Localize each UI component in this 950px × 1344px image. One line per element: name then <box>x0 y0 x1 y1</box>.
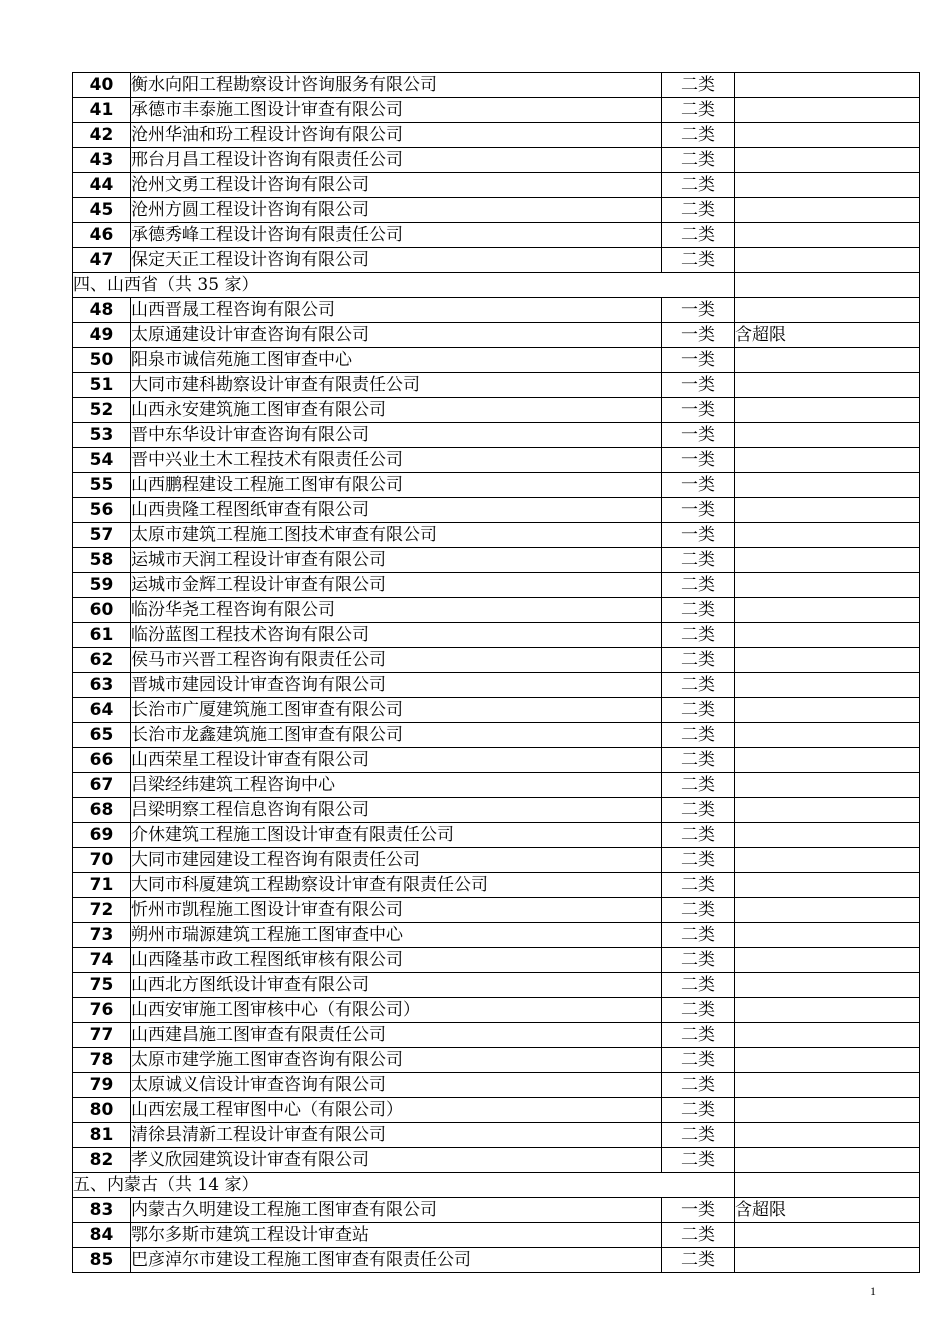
company-name: 太原诚义信设计审查咨询有限公司 <box>131 1073 662 1098</box>
row-number: 49 <box>73 323 131 348</box>
row-number: 80 <box>73 1098 131 1123</box>
company-name: 介休建筑工程施工图设计审查有限责任公司 <box>131 823 662 848</box>
category: 二类 <box>662 248 735 273</box>
row-number: 70 <box>73 848 131 873</box>
table-row <box>73 498 920 523</box>
table-row <box>73 1098 920 1123</box>
review-agency-table <box>72 72 920 1273</box>
category: 一类 <box>662 523 735 548</box>
table-row <box>73 373 920 398</box>
category: 二类 <box>662 1098 735 1123</box>
section-row <box>73 1173 920 1198</box>
category: 二类 <box>662 123 735 148</box>
company-name: 孝义欣园建筑设计审查有限公司 <box>131 1148 662 1173</box>
remark <box>735 523 920 548</box>
company-name: 山西贵隆工程图纸审查有限公司 <box>131 498 662 523</box>
remark <box>735 898 920 923</box>
remark <box>735 773 920 798</box>
table-row <box>73 923 920 948</box>
remark <box>735 348 920 373</box>
section-row <box>73 273 920 298</box>
company-name: 太原市建学施工图审查咨询有限公司 <box>131 1048 662 1073</box>
category: 二类 <box>662 1023 735 1048</box>
remark <box>735 473 920 498</box>
company-name: 晋中东华设计审查咨询有限公司 <box>131 423 662 448</box>
category: 二类 <box>662 548 735 573</box>
category: 一类 <box>662 498 735 523</box>
category: 二类 <box>662 773 735 798</box>
remark <box>735 723 920 748</box>
remark <box>735 873 920 898</box>
category: 一类 <box>662 423 735 448</box>
row-number: 71 <box>73 873 131 898</box>
table-row <box>73 698 920 723</box>
row-number: 74 <box>73 948 131 973</box>
remark <box>735 623 920 648</box>
row-number: 67 <box>73 773 131 798</box>
row-number: 43 <box>73 148 131 173</box>
company-name: 巴彦淖尔市建设工程施工图审查有限责任公司 <box>131 1248 662 1273</box>
category: 二类 <box>662 223 735 248</box>
category: 二类 <box>662 598 735 623</box>
company-name: 沧州文勇工程设计咨询有限公司 <box>131 173 662 198</box>
category: 二类 <box>662 648 735 673</box>
remark <box>735 823 920 848</box>
remark <box>735 148 920 173</box>
category: 二类 <box>662 1048 735 1073</box>
row-number: 50 <box>73 348 131 373</box>
remark: 含超限 <box>735 1198 920 1223</box>
category: 二类 <box>662 823 735 848</box>
remark <box>735 1248 920 1273</box>
category: 一类 <box>662 298 735 323</box>
company-name: 长治市广厦建筑施工图审查有限公司 <box>131 698 662 723</box>
company-name: 大同市建科勘察设计审查有限责任公司 <box>131 373 662 398</box>
row-number: 53 <box>73 423 131 448</box>
remark <box>735 598 920 623</box>
company-name: 大同市科厦建筑工程勘察设计审查有限责任公司 <box>131 873 662 898</box>
row-number: 42 <box>73 123 131 148</box>
category: 二类 <box>662 748 735 773</box>
remark <box>735 1223 920 1248</box>
company-name: 阳泉市诚信苑施工图审查中心 <box>131 348 662 373</box>
row-number: 45 <box>73 198 131 223</box>
table-row <box>73 1198 920 1223</box>
company-name: 忻州市凯程施工图设计审查有限公司 <box>131 898 662 923</box>
table-row <box>73 448 920 473</box>
category: 二类 <box>662 98 735 123</box>
remark <box>735 698 920 723</box>
table-row <box>73 148 920 173</box>
row-number: 46 <box>73 223 131 248</box>
category: 二类 <box>662 1148 735 1173</box>
row-number: 76 <box>73 998 131 1023</box>
remark <box>735 248 920 273</box>
company-name: 山西晋晟工程咨询有限公司 <box>131 298 662 323</box>
company-name: 保定天正工程设计咨询有限公司 <box>131 248 662 273</box>
table-row <box>73 548 920 573</box>
row-number: 41 <box>73 98 131 123</box>
company-name: 山西永安建筑施工图审查有限公司 <box>131 398 662 423</box>
table-row <box>73 998 920 1023</box>
row-number: 55 <box>73 473 131 498</box>
category: 二类 <box>662 1248 735 1273</box>
remark <box>735 1048 920 1073</box>
remark <box>735 1098 920 1123</box>
row-number: 44 <box>73 173 131 198</box>
table-row <box>73 873 920 898</box>
company-name: 山西北方图纸设计审查有限公司 <box>131 973 662 998</box>
category: 二类 <box>662 973 735 998</box>
category: 一类 <box>662 473 735 498</box>
page-number: 1 <box>870 1284 876 1298</box>
row-number: 62 <box>73 648 131 673</box>
company-name: 吕梁明察工程信息咨询有限公司 <box>131 798 662 823</box>
remark <box>735 673 920 698</box>
row-number: 59 <box>73 573 131 598</box>
company-name: 山西建昌施工图审查有限责任公司 <box>131 1023 662 1048</box>
section-title: 四、山西省（共 35 家） <box>73 273 735 298</box>
table-row <box>73 98 920 123</box>
remark <box>735 223 920 248</box>
row-number: 57 <box>73 523 131 548</box>
table-row <box>73 523 920 548</box>
company-name: 鄂尔多斯市建筑工程设计审查站 <box>131 1223 662 1248</box>
table-row <box>73 748 920 773</box>
remark <box>735 498 920 523</box>
table-row <box>73 298 920 323</box>
table-row <box>73 1148 920 1173</box>
category: 二类 <box>662 848 735 873</box>
remark <box>735 848 920 873</box>
remark <box>735 98 920 123</box>
remark <box>735 1123 920 1148</box>
remark: 含超限 <box>735 323 920 348</box>
row-number: 78 <box>73 1048 131 1073</box>
remark <box>735 298 920 323</box>
remark <box>735 1148 920 1173</box>
category: 二类 <box>662 148 735 173</box>
table-row <box>73 348 920 373</box>
table-row <box>73 573 920 598</box>
category: 二类 <box>662 923 735 948</box>
company-name: 承德市丰泰施工图设计审查有限公司 <box>131 98 662 123</box>
remark <box>735 573 920 598</box>
table-row <box>73 1223 920 1248</box>
table-row <box>73 1073 920 1098</box>
row-number: 66 <box>73 748 131 773</box>
company-name: 临汾蓝图工程技术咨询有限公司 <box>131 623 662 648</box>
category: 二类 <box>662 698 735 723</box>
company-name: 清徐县清新工程设计审查有限公司 <box>131 1123 662 1148</box>
table-row <box>73 123 920 148</box>
remark <box>735 373 920 398</box>
category: 二类 <box>662 623 735 648</box>
section-note-cell <box>735 1173 920 1198</box>
table-row <box>73 198 920 223</box>
company-name: 临汾华尧工程咨询有限公司 <box>131 598 662 623</box>
table-row <box>73 1248 920 1273</box>
table-row <box>73 648 920 673</box>
row-number: 69 <box>73 823 131 848</box>
section-note-cell <box>735 273 920 298</box>
company-name: 太原市建筑工程施工图技术审查有限公司 <box>131 523 662 548</box>
company-name: 长治市龙鑫建筑施工图审查有限公司 <box>131 723 662 748</box>
company-name: 山西隆基市政工程图纸审核有限公司 <box>131 948 662 973</box>
row-number: 82 <box>73 1148 131 1173</box>
company-name: 侯马市兴晋工程咨询有限责任公司 <box>131 648 662 673</box>
category: 二类 <box>662 873 735 898</box>
category: 二类 <box>662 1123 735 1148</box>
table-row <box>73 598 920 623</box>
table-row <box>73 173 920 198</box>
category: 二类 <box>662 1073 735 1098</box>
table-row <box>73 473 920 498</box>
remark <box>735 1023 920 1048</box>
row-number: 81 <box>73 1123 131 1148</box>
row-number: 51 <box>73 373 131 398</box>
category: 二类 <box>662 723 735 748</box>
row-number: 73 <box>73 923 131 948</box>
remark <box>735 73 920 98</box>
table-row <box>73 798 920 823</box>
category: 一类 <box>662 398 735 423</box>
table-row <box>73 848 920 873</box>
company-name: 邢台月昌工程设计咨询有限责任公司 <box>131 148 662 173</box>
category: 二类 <box>662 573 735 598</box>
company-name: 朔州市瑞源建筑工程施工图审查中心 <box>131 923 662 948</box>
company-name: 吕梁经纬建筑工程咨询中心 <box>131 773 662 798</box>
row-number: 48 <box>73 298 131 323</box>
row-number: 60 <box>73 598 131 623</box>
row-number: 54 <box>73 448 131 473</box>
remark <box>735 798 920 823</box>
row-number: 61 <box>73 623 131 648</box>
category: 一类 <box>662 323 735 348</box>
row-number: 64 <box>73 698 131 723</box>
category: 一类 <box>662 1198 735 1223</box>
remark <box>735 173 920 198</box>
section-title: 五、内蒙古（共 14 家） <box>73 1173 735 1198</box>
remark <box>735 548 920 573</box>
table-row <box>73 773 920 798</box>
company-name: 内蒙古久明建设工程施工图审查有限公司 <box>131 1198 662 1223</box>
category: 二类 <box>662 198 735 223</box>
row-number: 65 <box>73 723 131 748</box>
company-name: 沧州华油和玢工程设计咨询有限公司 <box>131 123 662 148</box>
row-number: 68 <box>73 798 131 823</box>
company-name: 衡水向阳工程勘察设计咨询服务有限公司 <box>131 73 662 98</box>
remark <box>735 748 920 773</box>
company-name: 太原通建设计审查咨询有限公司 <box>131 323 662 348</box>
category: 二类 <box>662 998 735 1023</box>
remark <box>735 973 920 998</box>
remark <box>735 123 920 148</box>
table-row <box>73 323 920 348</box>
remark <box>735 398 920 423</box>
table-row <box>73 623 920 648</box>
category: 二类 <box>662 673 735 698</box>
table-body <box>73 73 920 1273</box>
table-row <box>73 948 920 973</box>
remark <box>735 998 920 1023</box>
row-number: 63 <box>73 673 131 698</box>
row-number: 47 <box>73 248 131 273</box>
category: 二类 <box>662 898 735 923</box>
category: 二类 <box>662 798 735 823</box>
remark <box>735 923 920 948</box>
company-name: 沧州方圆工程设计咨询有限公司 <box>131 198 662 223</box>
company-name: 山西荣星工程设计审查有限公司 <box>131 748 662 773</box>
table-row <box>73 423 920 448</box>
company-name: 运城市金辉工程设计审查有限公司 <box>131 573 662 598</box>
row-number: 77 <box>73 1023 131 1048</box>
table-row <box>73 673 920 698</box>
company-name: 运城市天润工程设计审查有限公司 <box>131 548 662 573</box>
category: 二类 <box>662 173 735 198</box>
category: 二类 <box>662 73 735 98</box>
remark <box>735 423 920 448</box>
row-number: 40 <box>73 73 131 98</box>
row-number: 72 <box>73 898 131 923</box>
row-number: 56 <box>73 498 131 523</box>
table-row <box>73 223 920 248</box>
table-row <box>73 1023 920 1048</box>
category: 二类 <box>662 948 735 973</box>
category: 一类 <box>662 373 735 398</box>
company-name: 山西宏晟工程审图中心（有限公司） <box>131 1098 662 1123</box>
table-row <box>73 898 920 923</box>
row-number: 84 <box>73 1223 131 1248</box>
row-number: 83 <box>73 1198 131 1223</box>
company-name: 晋中兴业土木工程技术有限责任公司 <box>131 448 662 473</box>
remark <box>735 948 920 973</box>
company-name: 承德秀峰工程设计咨询有限责任公司 <box>131 223 662 248</box>
table-row <box>73 973 920 998</box>
table-row <box>73 248 920 273</box>
company-name: 晋城市建园设计审查咨询有限公司 <box>131 673 662 698</box>
remark <box>735 448 920 473</box>
table-row <box>73 398 920 423</box>
company-name: 山西安审施工图审核中心（有限公司） <box>131 998 662 1023</box>
row-number: 58 <box>73 548 131 573</box>
row-number: 79 <box>73 1073 131 1098</box>
table-row <box>73 73 920 98</box>
category: 一类 <box>662 448 735 473</box>
category: 一类 <box>662 348 735 373</box>
table-row <box>73 1123 920 1148</box>
category: 二类 <box>662 1223 735 1248</box>
company-name: 大同市建园建设工程咨询有限责任公司 <box>131 848 662 873</box>
row-number: 52 <box>73 398 131 423</box>
table-row <box>73 1048 920 1073</box>
table-row <box>73 723 920 748</box>
remark <box>735 198 920 223</box>
table-row <box>73 823 920 848</box>
remark <box>735 1073 920 1098</box>
remark <box>735 648 920 673</box>
row-number: 75 <box>73 973 131 998</box>
row-number: 85 <box>73 1248 131 1273</box>
company-name: 山西鹏程建设工程施工图审有限公司 <box>131 473 662 498</box>
